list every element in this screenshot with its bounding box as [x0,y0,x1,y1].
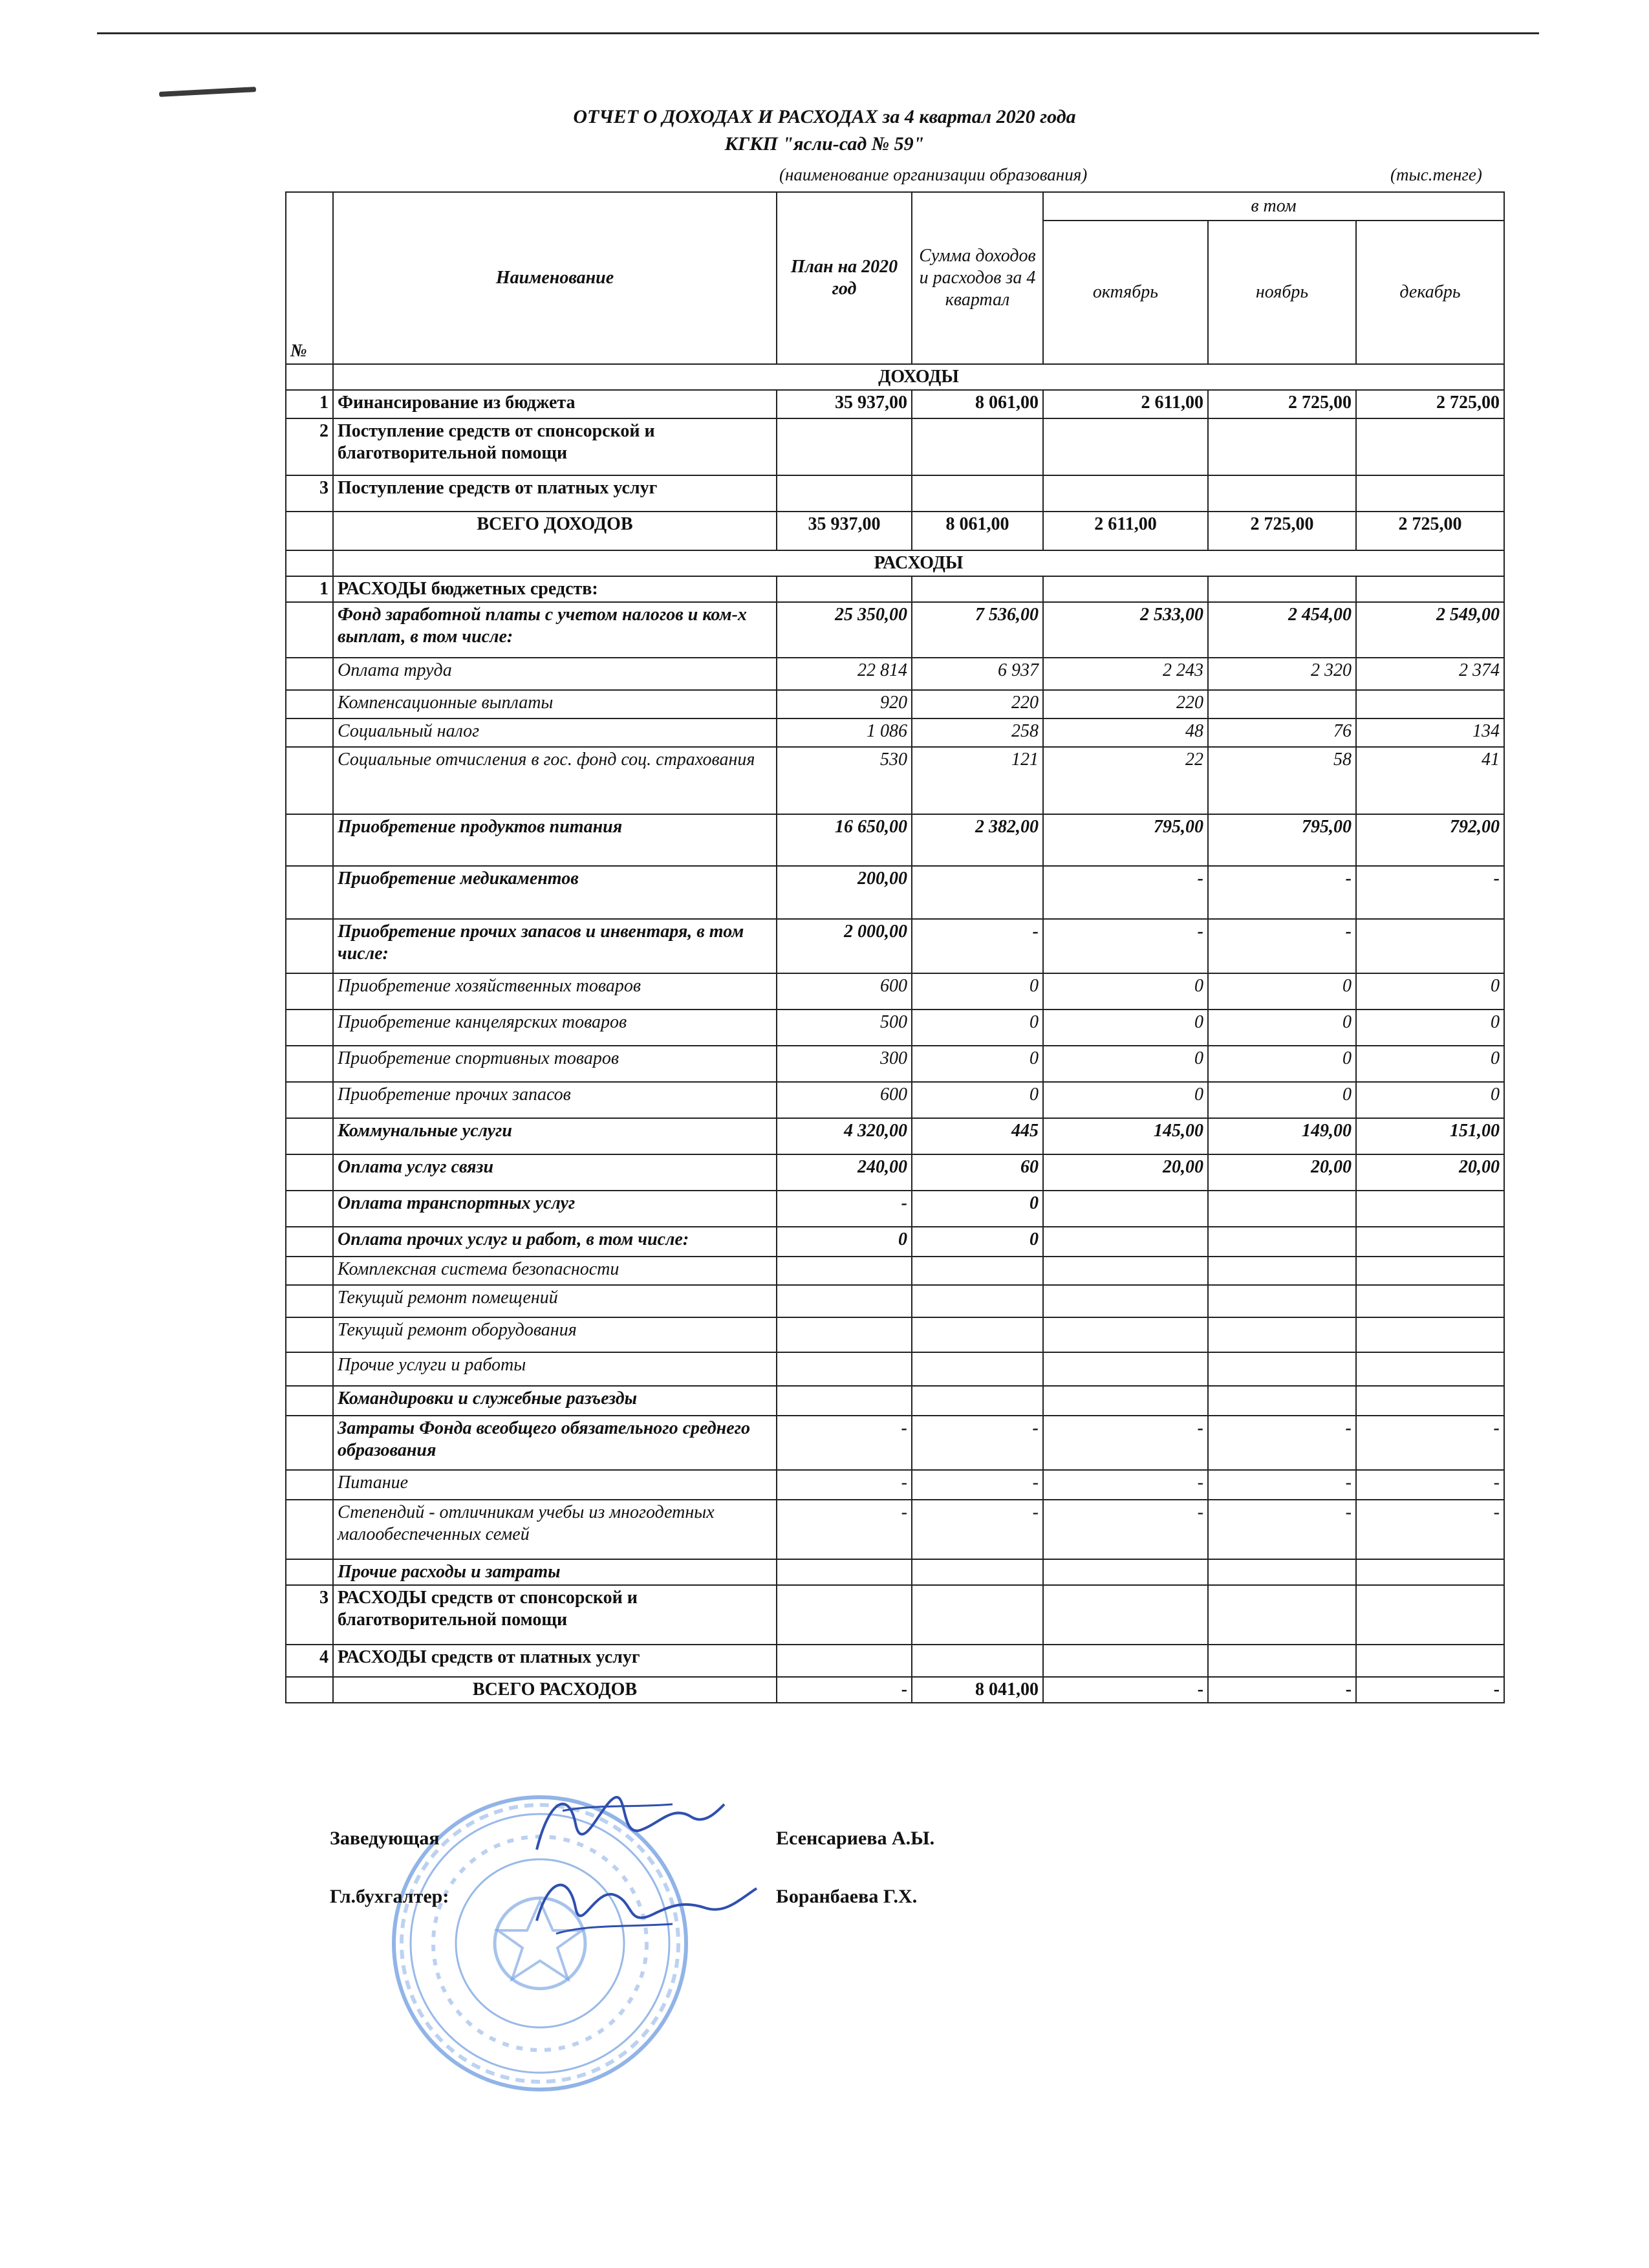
row-nov [1208,690,1356,718]
organization-name: КГКП "ясли-сад № 59" [724,133,925,155]
expense-total-plan: - [777,1677,912,1703]
row-dec: 134 [1356,718,1504,747]
row-sum: 6 937 [912,658,1043,690]
row-dec: - [1356,866,1504,919]
income_rows-row [286,390,1504,418]
row-plan: - [777,1416,912,1470]
row-nov [1208,418,1356,475]
row-nov: 795,00 [1208,814,1356,866]
accountant-signature [530,1863,763,1947]
row-plan: 920 [777,690,912,718]
col-plan-header: План на 2020 год [777,192,912,364]
row-sum: - [912,919,1043,973]
row-name: Оплата прочих услуг и работ, в том числе: [333,1227,777,1257]
row-name: Командировки и служебные разъезды [333,1386,777,1416]
row-name: Степендий - отличникам учебы из многодетных малообеспеченных семей [333,1500,777,1559]
scan-mark [159,87,256,97]
expense-total-row [286,1677,1504,1703]
row-number [286,1285,333,1317]
row-number [286,1500,333,1559]
income-total-sum: 8 061,00 [912,512,1043,550]
row-number [286,1352,333,1386]
row-plan [777,576,912,602]
report-title: ОТЧЕТ О ДОХОДАХ И РАСХОДАХ за 4 квартал 2020 года [573,106,1076,127]
row-sum: 8 061,00 [912,390,1043,418]
row-nov: 2 725,00 [1208,390,1356,418]
row-nov: 0 [1208,1010,1356,1046]
expense_rows-row [286,1227,1504,1257]
row-sum [912,1285,1043,1317]
row-name: Поступление средств от платных услуг [333,475,777,512]
row-name: Приобретение прочих запасов [333,1082,777,1118]
table-body [286,364,1504,1703]
row-oct [1043,1585,1208,1645]
expense_rows-row [286,973,1504,1010]
row-oct [1043,1227,1208,1257]
row-sum [912,1352,1043,1386]
row-plan: 0 [777,1227,912,1257]
col-oct-header: октябрь [1043,221,1208,364]
row-plan: 25 350,00 [777,602,912,658]
row-sum: 60 [912,1154,1043,1191]
row-nov [1208,1645,1356,1677]
row-number [286,1386,333,1416]
row-dec: 20,00 [1356,1154,1504,1191]
row-plan [777,1645,912,1677]
row-number [286,690,333,718]
row-sum: 220 [912,690,1043,718]
row-nov: 76 [1208,718,1356,747]
row-name: Поступление средств от спонсорской и благотворительной помощи [333,418,777,475]
row-nov: - [1208,1470,1356,1500]
row-oct: - [1043,1500,1208,1559]
row-oct: 0 [1043,1082,1208,1118]
row-oct: 2 611,00 [1043,390,1208,418]
row-dec [1356,1386,1504,1416]
row-name: Прочие расходы и затраты [333,1559,777,1585]
row-dec: 151,00 [1356,1118,1504,1154]
expense_rows-row [286,1559,1504,1585]
row-oct: 145,00 [1043,1118,1208,1154]
scan-edge-line [97,32,1539,34]
row-number [286,718,333,747]
row-number [286,747,333,814]
row-sum: - [912,1470,1043,1500]
row-sum: - [912,1416,1043,1470]
row-number [286,1154,333,1191]
row-plan: 240,00 [777,1154,912,1191]
row-sum: 445 [912,1118,1043,1154]
col-sum-header: Сумма доходов и расходов за 4 квартал [912,192,1043,364]
row-oct: 0 [1043,973,1208,1010]
row-number [286,973,333,1010]
row-oct: - [1043,1416,1208,1470]
row-name: Оплата транспортных услуг [333,1191,777,1227]
col-group-header: в том [1043,192,1504,221]
row-name: Текущий ремонт помещений [333,1285,777,1317]
expense-total-oct: - [1043,1677,1208,1703]
row-nov: - [1208,866,1356,919]
row-name: Приобретение прочих запасов и инвентаря, в том числе: [333,919,777,973]
row-number: 4 [286,1645,333,1677]
row-sum [912,866,1043,919]
row-dec: - [1356,1500,1504,1559]
row-dec: 2 725,00 [1356,390,1504,418]
col-nov-header: ноябрь [1208,221,1356,364]
row-dec: 0 [1356,1082,1504,1118]
row-number [286,1118,333,1154]
row-oct: 20,00 [1043,1154,1208,1191]
row-nov: 58 [1208,747,1356,814]
expense_rows-row [286,1317,1504,1352]
row-plan [777,418,912,475]
expense_rows-row [286,1386,1504,1416]
row-plan: 500 [777,1010,912,1046]
row-name: Фонд заработной платы с учетом налогов и ком-х выплат, в том числе: [333,602,777,658]
row-plan [777,475,912,512]
row-nov: 2 454,00 [1208,602,1356,658]
row-name: РАСХОДЫ средств от спонсорской и благотворительной помощи [333,1585,777,1645]
report-table [285,191,1505,1703]
expense-total-dec: - [1356,1677,1504,1703]
row-name: Приобретение канцелярских товаров [333,1010,777,1046]
row-number [286,1191,333,1227]
row-plan: 600 [777,973,912,1010]
row-sum: 0 [912,1227,1043,1257]
row-plan: 300 [777,1046,912,1082]
row-name: Приобретение продуктов питания [333,814,777,866]
row-plan: 600 [777,1082,912,1118]
row-oct [1043,1559,1208,1585]
row-nov [1208,576,1356,602]
expense_rows-row [286,866,1504,919]
row-dec [1356,475,1504,512]
row-name: Коммунальные услуги [333,1118,777,1154]
row-name: РАСХОДЫ бюджетных средств: [333,576,777,602]
row-sum [912,1317,1043,1352]
row-dec: - [1356,1416,1504,1470]
expense_rows-row [286,919,1504,973]
row-oct [1043,1352,1208,1386]
row-nov: - [1208,1500,1356,1559]
row-nov: 0 [1208,1082,1356,1118]
row-number [286,658,333,690]
row-name: Финансирование из бюджета [333,390,777,418]
row-name: Комплексная система безопасности [333,1257,777,1285]
expense-total-sum: 8 041,00 [912,1677,1043,1703]
row-dec [1356,690,1504,718]
income_rows-row [286,418,1504,475]
row-number [286,1046,333,1082]
row-plan [777,1386,912,1416]
row-sum [912,1386,1043,1416]
row-dec [1356,418,1504,475]
row-plan: 35 937,00 [777,390,912,418]
row-oct [1043,1285,1208,1317]
row-nov [1208,1585,1356,1645]
row-dec [1356,1585,1504,1645]
head-name: Есенсариева А.Ы. [776,1828,935,1849]
row-dec [1356,1257,1504,1285]
row-name: Приобретение хозяйственных товаров [333,973,777,1010]
row-nov: 20,00 [1208,1154,1356,1191]
expense-section-title: РАСХОДЫ [333,550,1504,576]
expense_rows-row [286,1118,1504,1154]
income-total-nov: 2 725,00 [1208,512,1356,550]
row-plan: 4 320,00 [777,1118,912,1154]
row-name: Оплата услуг связи [333,1154,777,1191]
row-dec: 41 [1356,747,1504,814]
row-sum [912,1645,1043,1677]
row-sum: 0 [912,1046,1043,1082]
row-sum: 2 382,00 [912,814,1043,866]
income-section-title: ДОХОДЫ [333,364,1504,390]
expense_rows-row [286,1046,1504,1082]
row-sum [912,418,1043,475]
row-nov [1208,1257,1356,1285]
row-sum [912,576,1043,602]
row-number [286,1010,333,1046]
row-oct [1043,1317,1208,1352]
units-label: (тыс.тенге) [1390,165,1482,184]
row-number [286,1257,333,1285]
row-plan: - [777,1470,912,1500]
row-name: Текущий ремонт оборудования [333,1317,777,1352]
expense-total-label: ВСЕГО РАСХОДОВ [333,1677,777,1703]
row-plan: 16 650,00 [777,814,912,866]
row-oct [1043,475,1208,512]
col-name-header: Наименование [333,192,777,364]
row-name: Приобретение спортивных товаров [333,1046,777,1082]
row-oct [1043,1257,1208,1285]
expense-total-nov: - [1208,1677,1356,1703]
expense_rows-row [286,576,1504,602]
row-number: 2 [286,418,333,475]
row-dec [1356,1645,1504,1677]
row-oct: 795,00 [1043,814,1208,866]
row-number [286,602,333,658]
expense_rows-row [286,1010,1504,1046]
row-number [286,1559,333,1585]
row-number: 3 [286,475,333,512]
expense_rows-row [286,1154,1504,1191]
expense_rows-row [286,690,1504,718]
expense_rows-row [286,1082,1504,1118]
row-name: Социальный налог [333,718,777,747]
expense_rows-row [286,718,1504,747]
expense_rows-row [286,814,1504,866]
row-sum: - [912,1500,1043,1559]
row-nov: - [1208,919,1356,973]
income-total-row [286,512,1504,550]
row-sum: 121 [912,747,1043,814]
row-sum: 258 [912,718,1043,747]
row-sum [912,1559,1043,1585]
row-plan: - [777,1500,912,1559]
row-oct: - [1043,919,1208,973]
expense_rows-row [286,1416,1504,1470]
row-number [286,1470,333,1500]
row-plan: 200,00 [777,866,912,919]
organization-caption: (наименование организации образования) [779,165,1088,184]
row-dec [1356,919,1504,973]
row-nov [1208,1191,1356,1227]
col-dec-header: декабрь [1356,221,1504,364]
row-nov: 149,00 [1208,1118,1356,1154]
row-oct: - [1043,866,1208,919]
row-number: 3 [286,1585,333,1645]
row-nov [1208,1352,1356,1386]
row-number [286,1227,333,1257]
row-plan: 22 814 [777,658,912,690]
accountant-role: Гл.бухгалтер: [330,1886,449,1907]
row-plan [777,1317,912,1352]
row-number [286,1317,333,1352]
row-sum [912,475,1043,512]
row-dec: 792,00 [1356,814,1504,866]
head-signature [524,1785,731,1863]
row-nov: 0 [1208,973,1356,1010]
income_rows-row [286,475,1504,512]
head-role: Заведующая [330,1828,440,1849]
row-oct: 0 [1043,1046,1208,1082]
row-oct [1043,1645,1208,1677]
row-dec [1356,1191,1504,1227]
row-oct [1043,418,1208,475]
row-oct: 2 533,00 [1043,602,1208,658]
row-sum: 7 536,00 [912,602,1043,658]
row-nov [1208,1317,1356,1352]
row-plan [777,1257,912,1285]
expense_rows-row [286,1585,1504,1645]
row-sum: 0 [912,973,1043,1010]
row-plan [777,1559,912,1585]
row-oct [1043,1191,1208,1227]
row-name: Затраты Фонда всеобщего обязательного среднего образования [333,1416,777,1470]
row-dec: 0 [1356,973,1504,1010]
row-name: РАСХОДЫ средств от платных услуг [333,1645,777,1677]
expense_rows-row [286,1191,1504,1227]
row-plan: - [777,1191,912,1227]
income-total-dec: 2 725,00 [1356,512,1504,550]
row-name: Социальные отчисления в гос. фонд соц. страхования [333,747,777,814]
row-sum: 0 [912,1010,1043,1046]
row-nov: 2 320 [1208,658,1356,690]
accountant-name: Боранбаева Г.Х. [776,1886,918,1907]
row-plan [777,1585,912,1645]
row-number [286,1082,333,1118]
row-plan [777,1352,912,1386]
row-nov [1208,1559,1356,1585]
row-oct [1043,1386,1208,1416]
row-number [286,866,333,919]
row-sum [912,1585,1043,1645]
row-number [286,1416,333,1470]
expense_rows-row [286,747,1504,814]
row-nov: 0 [1208,1046,1356,1082]
expense_rows-row [286,602,1504,658]
row-oct: 220 [1043,690,1208,718]
row-dec [1356,1285,1504,1317]
row-number: 1 [286,390,333,418]
row-dec: 2 374 [1356,658,1504,690]
row-number: 1 [286,576,333,602]
table-header [286,192,1504,364]
row-name: Компенсационные выплаты [333,690,777,718]
expense_rows-row [286,1500,1504,1559]
row-dec [1356,1559,1504,1585]
report-header [0,103,1649,158]
row-sum [912,1257,1043,1285]
row-nov [1208,1227,1356,1257]
expense_rows-row [286,1285,1504,1317]
row-oct: - [1043,1470,1208,1500]
row-nov [1208,1285,1356,1317]
row-dec: - [1356,1470,1504,1500]
row-nov: - [1208,1416,1356,1470]
row-sum: 0 [912,1082,1043,1118]
row-name: Приобретение медикаментов [333,866,777,919]
row-number [286,814,333,866]
income-total-oct: 2 611,00 [1043,512,1208,550]
row-nov [1208,475,1356,512]
row-number [286,919,333,973]
income-total-plan: 35 937,00 [777,512,912,550]
expense_rows-row [286,1645,1504,1677]
row-name: Прочие услуги и работы [333,1352,777,1386]
row-oct: 0 [1043,1010,1208,1046]
row-dec [1356,1227,1504,1257]
expense_rows-row [286,1470,1504,1500]
row-name: Питание [333,1470,777,1500]
row-dec [1356,1352,1504,1386]
row-name: Оплата труда [333,658,777,690]
row-sum: 0 [912,1191,1043,1227]
income-total-label: ВСЕГО ДОХОДОВ [333,512,777,550]
col-num-header: № [286,192,333,364]
row-oct [1043,576,1208,602]
row-oct: 2 243 [1043,658,1208,690]
row-oct: 22 [1043,747,1208,814]
row-nov [1208,1386,1356,1416]
row-plan [777,1285,912,1317]
row-plan: 1 086 [777,718,912,747]
row-dec: 0 [1356,1010,1504,1046]
row-dec: 2 549,00 [1356,602,1504,658]
expense_rows-row [286,1257,1504,1285]
row-plan: 2 000,00 [777,919,912,973]
expense_rows-row [286,1352,1504,1386]
row-dec: 0 [1356,1046,1504,1082]
row-oct: 48 [1043,718,1208,747]
row-plan: 530 [777,747,912,814]
row-dec [1356,576,1504,602]
expense_rows-row [286,658,1504,690]
row-dec [1356,1317,1504,1352]
